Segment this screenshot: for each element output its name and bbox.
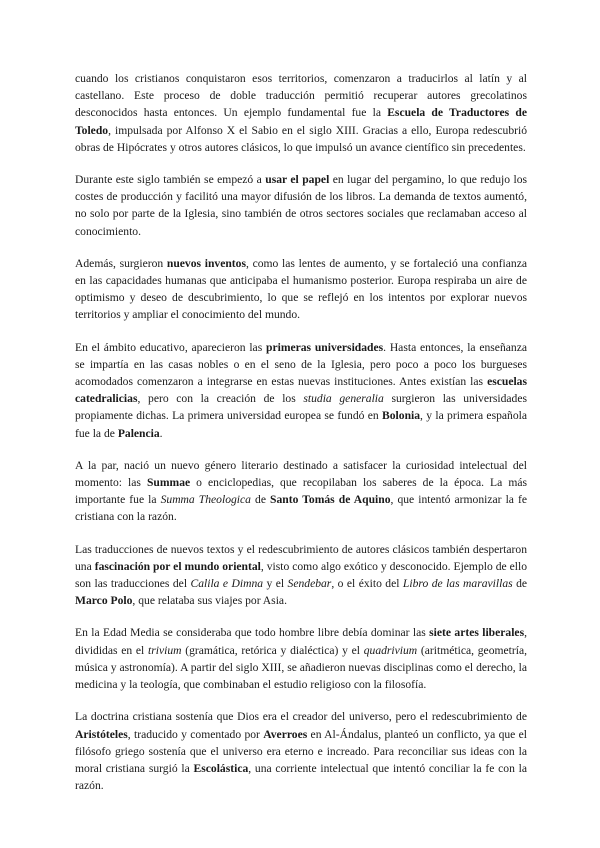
- text-run: . Hasta entonces, la enseñanza se impartía en las casas nobles o en el seno de la Iglesia, pero poco a poco los burgueses acomodados comenzaron a integrarse en estas nuevas instituciones. Antes existían las: [75, 340, 527, 389]
- bold-term: Escuela de Traductores de Toledo: [75, 106, 527, 137]
- text-run: , visto como algo exótico y desconocido. Ejemplo de ello son las traducciones del: [75, 559, 527, 591]
- bold-term: siete artes liberales: [429, 626, 525, 640]
- paragraph: [75, 457, 527, 526]
- text-run: .: [159, 426, 163, 440]
- text-run: En la Edad Media se consideraba que todo hombre libre debía dominar las: [75, 626, 430, 640]
- italic-title: quadrivium: [363, 643, 418, 657]
- text-run: surgieron las universidades propiamente dichas. La primera universidad europea se fundó en: [75, 392, 527, 423]
- text-run: En el ámbito educativo, aparecieron las: [75, 340, 266, 354]
- text-run: (gramática, retórica y dialéctica) y el: [181, 643, 364, 657]
- text-run: , traducido y comentado por: [127, 727, 264, 741]
- bold-term: usar el papel: [265, 173, 330, 187]
- paragraph: [75, 255, 527, 324]
- bold-term: primeras universidades: [266, 340, 384, 354]
- bold-term: nuevos inventos: [166, 256, 246, 270]
- bold-term: Marco Polo: [75, 594, 133, 608]
- italic-title: Libro de las maravillas: [402, 577, 513, 591]
- document-page: [75, 70, 527, 809]
- text-run: , como las lentes de aumento, y se fortaleció una confianza en las capacidades humanas que anticipaba el humanismo posterior. Europa respiraba un aire de optimismo y deseo de descubrimiento, lo que se reflejó en los intentos por explorar nuevos territorios y ampliar el conocimiento del mundo.: [75, 256, 528, 322]
- bold-term: fascinación por el mundo oriental: [94, 559, 261, 573]
- text-run: , que relataba sus viajes por Asia.: [132, 594, 287, 608]
- text-run: , que intentó armonizar la fe cristiana con la razón.: [75, 493, 528, 524]
- bold-term: Aristóteles: [75, 727, 128, 741]
- text-run: , impulsada por Alfonso X el Sabio en el siglo XIII. Gracias a ello, Europa redescubrió obras de Hipócrates y otros autores clásicos, lo que impulsó un avance científico sin precedentes.: [75, 123, 527, 154]
- text-run: , divididas en el: [75, 626, 527, 657]
- text-run: Además, surgieron: [75, 256, 167, 270]
- text-run: de: [250, 493, 271, 507]
- text-run: La doctrina cristiana sostenía que Dios era el creador del universo, pero el redescubrimiento de: [75, 710, 527, 724]
- paragraph: [75, 624, 527, 693]
- bold-term: Summae: [146, 476, 191, 490]
- text-run: A la par, nació un nuevo género literario destinado a satisfacer la curiosidad intelectual del momento: las: [75, 458, 527, 490]
- text-run: , y la primera española fue la de: [75, 409, 527, 440]
- paragraph: [75, 541, 527, 610]
- text-run: o enciclopedias, que recopilaban los saberes de la época. La más importante fue la: [75, 476, 527, 507]
- text-run: , pero con la creación de los: [137, 392, 304, 406]
- text-run: Las traducciones de nuevos textos y el redescubrimiento de autores clásicos también despertaron una: [75, 542, 527, 573]
- bold-term: escuelas catedralicias: [75, 375, 527, 406]
- text-run: en lugar del pergamino, lo que redujo los costes de producción y facilitó una mayor difusión de los libros. La demanda de textos aumentó, no solo por parte de la Iglesia, sino también de otros sectores sociales que reclamaban acceso al conocimiento.: [75, 173, 527, 238]
- italic-title: Calila e Dimna: [190, 577, 264, 591]
- text-run: de: [512, 577, 528, 591]
- text-run: Durante este siglo también se empezó a: [75, 173, 266, 187]
- text-run: en Al-Ándalus, planteó un conflicto, ya que el filósofo griego sostenía que el universo era eterno e increado. Para reconciliar sus ideas con la moral cristiana surgió la: [75, 727, 528, 775]
- paragraph: [75, 70, 527, 156]
- bold-term: Palencia: [117, 426, 160, 440]
- text-run: y el: [263, 577, 288, 591]
- text-run: cuando los cristianos conquistaron esos territorios, comenzaron a traducirlos al latín y al castellano. Este proceso de doble traducción permitió recuperar autores grecolatinos desconocidos hasta entonces. Un ejemplo fundamental fue la: [75, 72, 527, 120]
- text-run: , una corriente intelectual que intentó conciliar la fe con la razón.: [75, 761, 527, 793]
- italic-title: trivium: [148, 643, 182, 657]
- italic-title: studia generalia: [303, 392, 384, 406]
- paragraph: [75, 171, 527, 240]
- italic-title: Summa Theologica: [160, 493, 251, 507]
- bold-term: Bolonia: [382, 409, 421, 423]
- bold-term: Averroes: [263, 727, 308, 741]
- bold-term: Santo Tomás de Aquino: [270, 493, 391, 507]
- paragraph: [75, 339, 527, 442]
- paragraph: [75, 708, 527, 794]
- text-run: (aritmética, geometría, música y astronomía). A partir del siglo XIII, se añadieron nuevas disciplinas como el derecho, la medicina y la teología, que combinaban el estudio religioso con la filosofía.: [75, 643, 528, 692]
- bold-term: Escolástica: [193, 761, 249, 775]
- italic-title: Sendebar: [287, 577, 332, 591]
- text-run: , o el éxito del: [331, 577, 403, 591]
